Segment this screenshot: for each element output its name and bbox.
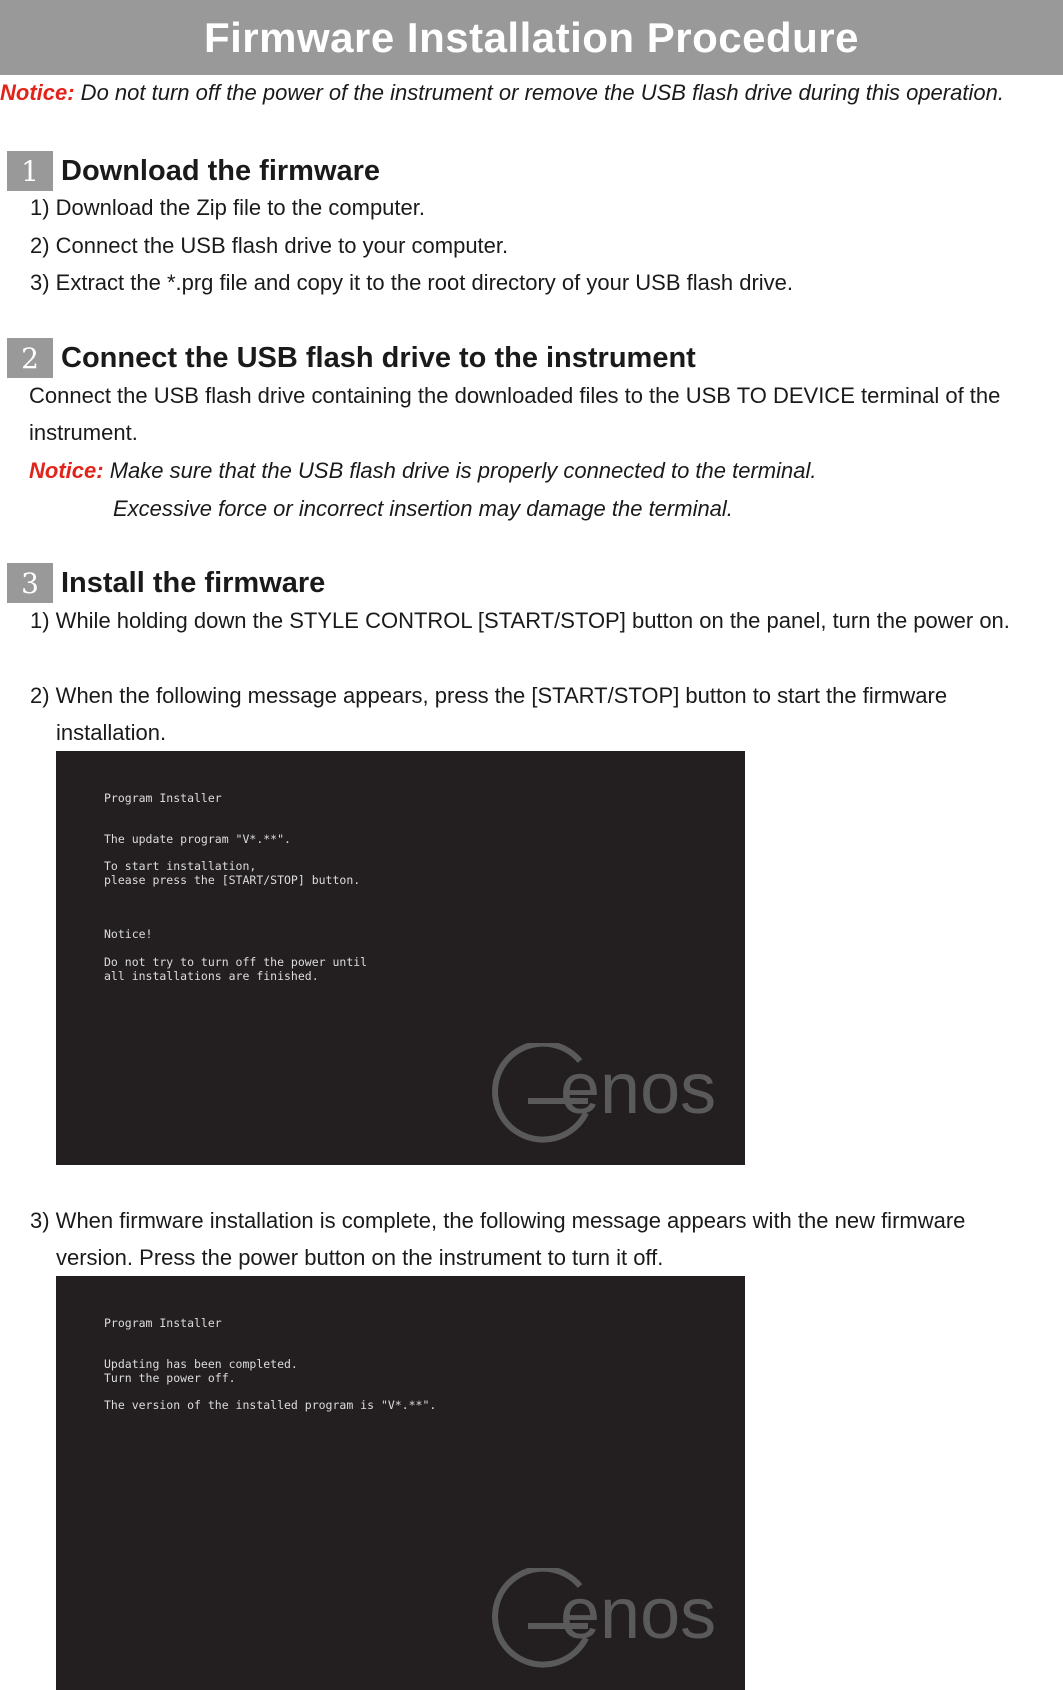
- screen-text: The version of the installed program is "V*.**".: [104, 1398, 437, 1412]
- step-title: Install the firmware: [61, 566, 326, 599]
- title-banner: [0, 0, 1063, 75]
- screen-text: Turn the power off.: [104, 1371, 236, 1385]
- step-3-line-3: installation.: [56, 720, 167, 745]
- screen-text: To start installation,: [104, 859, 257, 873]
- screen-text: Updating has been completed.: [104, 1357, 298, 1371]
- step-3-line-5: version. Press the power button on the instrument to turn it off.: [56, 1245, 664, 1270]
- top-notice: [0, 80, 1063, 106]
- step-2-line-1: Connect the USB flash drive containing the downloaded files to the USB TO DEVICE terminal of the: [29, 383, 1001, 408]
- installer-screen-complete: [56, 1276, 745, 1690]
- genos-logo: [468, 1043, 718, 1153]
- step-number-badge: 2: [7, 338, 53, 378]
- notice-label: Notice:: [29, 458, 104, 483]
- genos-logo: [468, 1568, 718, 1678]
- step-3-header: [7, 563, 325, 603]
- notice-text: Do not turn off the power of the instrument or remove the USB flash drive during this operation.: [74, 80, 1004, 105]
- page-title: Firmware Installation Procedure: [203, 13, 859, 61]
- screen-text: all installations are finished.: [104, 969, 319, 983]
- screen-text: Program Installer: [104, 1316, 222, 1330]
- step-title: Download the firmware: [61, 154, 381, 187]
- step-3-line-1: 1) While holding down the STYLE CONTROL [START/STOP] button on the panel, turn the power on.: [30, 608, 1010, 633]
- screen-text: Program Installer: [104, 791, 222, 805]
- step-3-line-2: 2) When the following message appears, press the [START/STOP] button to start the firmware: [30, 683, 948, 708]
- screen-text: Do not try to turn off the power until: [104, 955, 368, 969]
- step-title: Connect the USB flash drive to the instrument: [61, 341, 696, 374]
- step-2-header: [7, 338, 696, 378]
- step-2-line-2: instrument.: [29, 420, 138, 445]
- step-1-line-3: 3) Extract the *.prg file and copy it to the root directory of your USB flash drive.: [30, 270, 794, 295]
- screen-text: please press the [START/STOP] button.: [104, 873, 361, 887]
- screen-text: Notice!: [104, 927, 153, 941]
- logo-text: enos: [560, 1574, 717, 1654]
- step-3-line-4: 3) When firmware installation is complete, the following message appears with the new firmware: [30, 1208, 966, 1233]
- notice-label: Notice:: [0, 80, 75, 105]
- step-number-badge: 1: [7, 151, 53, 191]
- logo-text: enos: [560, 1049, 717, 1129]
- step-2-notice: [29, 458, 816, 484]
- notice-line-1: Make sure that the USB flash drive is properly connected to the terminal.: [109, 458, 817, 483]
- screen-text: The update program "V*.**".: [104, 832, 291, 846]
- step-1-line-2: 2) Connect the USB flash drive to your computer.: [30, 233, 509, 258]
- step-number-badge: 3: [7, 563, 53, 603]
- step-1-header: [7, 151, 380, 191]
- step-1-line-1: 1) Download the Zip file to the computer.: [30, 195, 425, 220]
- notice-line-2: Excessive force or incorrect insertion may damage the terminal.: [113, 496, 733, 521]
- installer-screen-start: [56, 751, 745, 1165]
